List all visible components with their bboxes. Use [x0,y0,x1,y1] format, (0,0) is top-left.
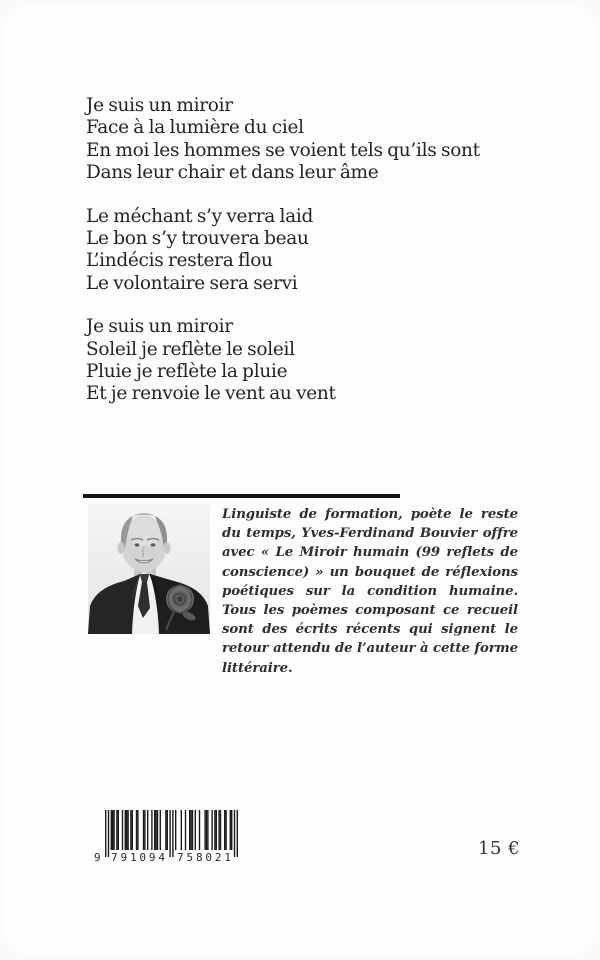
poem-stanza [86,206,516,296]
poem-line: Dans leur chair et dans leur âme [86,162,379,184]
divider-rule [83,494,400,498]
ean-first-digit: 9 [94,851,101,864]
poem [86,95,516,427]
poem-line: Je suis un miroir [86,316,233,338]
poem-line: Pluie je reflète la pluie [86,361,288,383]
poem-line: Soleil je reflète le soleil [86,338,295,360]
poem-line: En moi les hommes se voient tels qu’ils sont [86,139,480,161]
poem-line: L’indécis restera flou [86,250,273,272]
author-photo [88,504,210,634]
ean-group1: 791094 [111,851,165,864]
barcode-graphic [93,808,244,866]
price-label: 15 € [478,838,521,859]
ean-barcode [93,808,244,866]
poem-line: Face à la lumière du ciel [86,117,304,139]
poem-line: Le bon s’y trouvera beau [86,228,309,250]
poem-line: Le volontaire sera servi [86,272,298,294]
poem-line: Le méchant s’y verra laid [86,205,314,227]
barcode-bars [105,810,238,857]
author-bio-text: Linguiste de formation, poète le reste du temps, Yves-Ferdinand Bouvier offre avec « Le Miroir humain (99 reflets de conscience) » un bouquet de réflexions poétiques sur la condition humaine. Tous les poèmes composant ce recueil sont des écrits récents qui signent le retour attendu de l’auteur à cette forme littéraire. [222,507,518,676]
poem-stanza [86,95,516,185]
poem-line: Je suis un miroir [86,95,233,116]
ean-group2: 758021 [177,851,231,864]
poem-line: Et je renvoie le vent au vent [86,383,336,405]
author-portrait-illustration [88,504,210,634]
poem-stanza [86,316,516,406]
